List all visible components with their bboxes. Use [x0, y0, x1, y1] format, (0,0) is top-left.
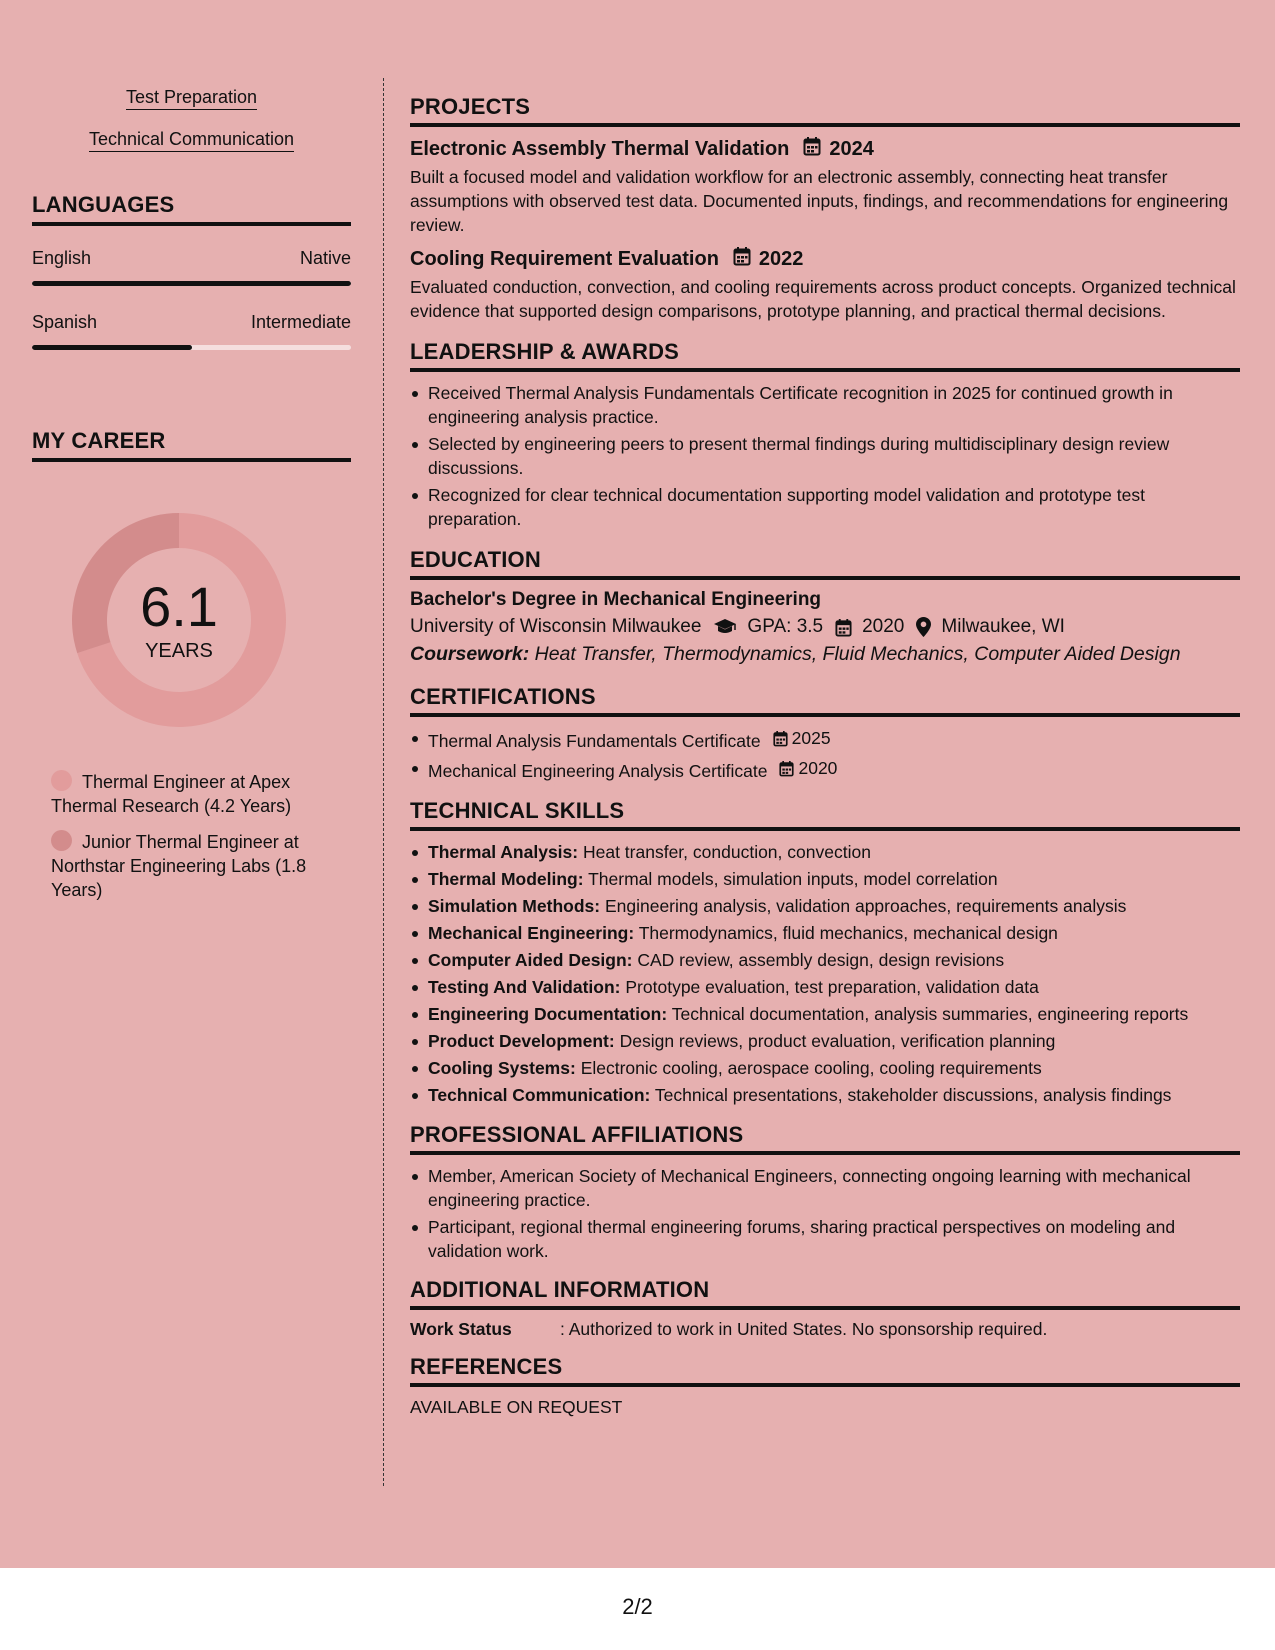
school-name: University of Wisconsin Milwaukee	[410, 616, 702, 637]
calendar-icon	[779, 760, 794, 777]
affiliations-list	[410, 1164, 1240, 1263]
coursework	[410, 643, 1240, 666]
skill-label: Cooling Systems:	[428, 1058, 576, 1078]
certification-name: Mechanical Engineering Analysis Certificate	[428, 761, 768, 781]
skill-label: Simulation Methods:	[428, 896, 601, 916]
interest-item: Technical Communication	[32, 128, 351, 150]
sidebar	[32, 86, 351, 914]
career-legend-item: Junior Thermal Engineer at Northstar Engineering Labs (1.8 Years)	[51, 832, 307, 900]
list-item: Recognized for clear technical documentation supporting model validation and prototype test preparation.	[410, 483, 1240, 531]
certification-year: 2025	[791, 728, 831, 748]
work-status-value: : Authorized to work in United States. No sponsorship required.	[560, 1319, 1048, 1339]
section-heading: PROFESSIONAL AFFILIATIONS	[410, 1122, 1240, 1155]
skills-list	[410, 840, 1240, 1108]
skill-item	[410, 975, 1240, 1000]
degree-title: Bachelor's Degree in Mechanical Engineering	[410, 589, 822, 610]
gpa: GPA: 3.5	[747, 616, 824, 637]
project-year: 2024	[829, 137, 874, 160]
skill-item	[410, 1083, 1240, 1108]
calendar-icon	[773, 730, 788, 747]
certification-item	[410, 726, 1240, 754]
section-heading: LEADERSHIP & AWARDS	[410, 339, 1240, 372]
career-legend-item: Thermal Engineer at Apex Thermal Research (4.2 Years)	[51, 772, 292, 816]
skill-value: Heat transfer, conduction, convection	[582, 842, 871, 862]
skill-value: Prototype evaluation, test preparation, validation data	[625, 977, 1039, 997]
list-item: Participant, regional thermal engineering forums, sharing practical perspectives on modeling and validation work.	[410, 1215, 1240, 1263]
skill-value: Thermodynamics, fluid mechanics, mechanical design	[638, 923, 1058, 943]
leadership-list	[410, 381, 1240, 531]
project-year: 2022	[758, 247, 804, 270]
projects-section	[410, 94, 1240, 323]
project-description: Built a focused model and validation workflow for an electronic assembly, connecting heat transfer assumptions with observed test data. Documented inputs, findings, and recommendations for engineering review.	[410, 167, 1229, 235]
leadership-section	[410, 339, 1240, 531]
legend-dot	[51, 770, 72, 791]
skill-value: Technical presentations, stakeholder discussions, analysis findings	[654, 1085, 1172, 1105]
section-heading: ADDITIONAL INFORMATION	[410, 1277, 1240, 1310]
skill-value: Thermal models, simulation inputs, model correlation	[588, 869, 998, 889]
certification-year: 2020	[798, 758, 838, 778]
skill-value: CAD review, assembly design, design revisions	[637, 950, 1005, 970]
project-item	[410, 136, 1240, 237]
education-meta	[410, 616, 1240, 638]
career-total-years: 6.1	[140, 575, 218, 638]
education-section	[410, 547, 1240, 666]
language-level: Intermediate	[250, 312, 351, 332]
skill-label: Thermal Modeling:	[428, 869, 584, 889]
skill-label: Product Development:	[428, 1031, 615, 1051]
certifications-list	[410, 726, 1240, 784]
skill-label: Technical Communication:	[428, 1085, 651, 1105]
section-heading: REFERENCES	[410, 1354, 1240, 1387]
project-description: Evaluated conduction, convection, and cooling requirements across product concepts. Organized technical evidence that supported design comparisons, prototype planning, and practical thermal decisions.	[410, 277, 1236, 321]
skill-label: Engineering Documentation:	[428, 1004, 668, 1024]
career-legend	[51, 770, 341, 902]
language-proficiency-fill	[32, 281, 351, 286]
section-heading: TECHNICAL SKILLS	[410, 798, 1240, 831]
work-status-row	[410, 1319, 1240, 1340]
career-heading: MY CAREER	[32, 428, 351, 462]
section-heading: PROJECTS	[410, 94, 1240, 127]
list-item: Received Thermal Analysis Fundamentals Certificate recognition in 2025 for continued growth in engineering analysis practice.	[410, 381, 1240, 429]
section-heading: EDUCATION	[410, 547, 1240, 580]
references-section	[410, 1354, 1240, 1418]
skill-item	[410, 1002, 1240, 1027]
skill-label: Thermal Analysis:	[428, 842, 579, 862]
school-location: Milwaukee, WI	[941, 616, 1065, 637]
skill-item	[410, 1029, 1240, 1054]
calendar-icon	[803, 136, 821, 162]
language-item	[32, 248, 351, 286]
certification-name: Thermal Analysis Fundamentals Certificate	[428, 731, 761, 751]
calendar-icon	[733, 246, 751, 272]
skill-item	[410, 1056, 1240, 1081]
project-title: Cooling Requirement Evaluation	[410, 247, 719, 270]
skill-item	[410, 840, 1240, 865]
skill-value: Electronic cooling, aerospace cooling, cooling requirements	[580, 1058, 1042, 1078]
languages-heading: LANGUAGES	[32, 192, 351, 226]
skill-item	[410, 921, 1240, 946]
language-proficiency-fill	[32, 345, 192, 350]
project-title: Electronic Assembly Thermal Validation	[410, 137, 790, 160]
career-years-unit: YEARS	[145, 640, 213, 662]
references-text: AVAILABLE ON REQUEST	[410, 1397, 623, 1417]
legend-dot	[51, 830, 72, 851]
project-item	[410, 246, 1240, 323]
list-item: Member, American Society of Mechanical Engineers, connecting ongoing learning with mechanical engineering practice.	[410, 1164, 1240, 1212]
graduation-year: 2020	[862, 616, 905, 637]
language-proficiency-bar	[32, 345, 351, 350]
skills-section	[410, 798, 1240, 1108]
skill-label: Mechanical Engineering:	[428, 923, 635, 943]
skill-item	[410, 948, 1240, 973]
calendar-icon	[835, 618, 852, 637]
language-name: English	[32, 248, 92, 268]
coursework-label: Coursework:	[410, 643, 530, 665]
section-heading: CERTIFICATIONS	[410, 684, 1240, 717]
main-content	[410, 94, 1240, 1430]
certification-item	[410, 756, 1240, 784]
location-pin-icon	[916, 617, 931, 637]
certifications-section	[410, 684, 1240, 784]
graduation-cap-icon	[713, 618, 737, 636]
language-level: Native	[299, 248, 351, 268]
career-donut-chart	[65, 506, 293, 734]
skill-value: Engineering analysis, validation approaches, requirements analysis	[604, 896, 1127, 916]
skill-value: Design reviews, product evaluation, verification planning	[619, 1031, 1056, 1051]
skill-label: Testing And Validation:	[428, 977, 621, 997]
language-item	[32, 312, 351, 350]
list-item: Selected by engineering peers to present thermal findings during multidisciplinary design review discussions.	[410, 432, 1240, 480]
language-name: Spanish	[32, 312, 98, 332]
skill-item	[410, 894, 1240, 919]
additional-info-section	[410, 1277, 1240, 1340]
work-status-label: Work Status	[410, 1319, 512, 1339]
page-number: 2/2	[622, 1594, 653, 1619]
language-proficiency-bar	[32, 281, 351, 286]
skill-label: Computer Aided Design:	[428, 950, 633, 970]
skill-item	[410, 867, 1240, 892]
skill-value: Technical documentation, analysis summaries, engineering reports	[671, 1004, 1189, 1024]
coursework-list: Heat Transfer, Thermodynamics, Fluid Mechanics, Computer Aided Design	[534, 643, 1181, 665]
affiliations-section	[410, 1122, 1240, 1263]
interest-item: Test Preparation	[32, 86, 351, 108]
column-divider	[383, 78, 384, 1486]
